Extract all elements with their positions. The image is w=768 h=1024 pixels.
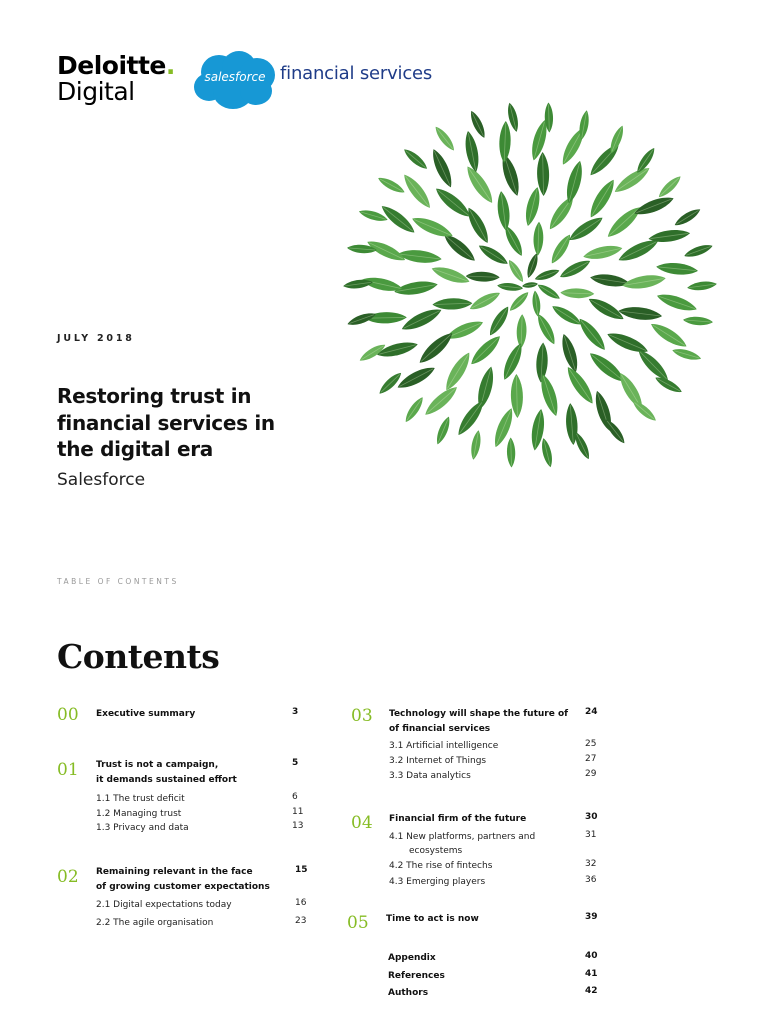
toc-appendix[interactable]: Appendix	[388, 953, 436, 963]
table-of-contents-label: TABLE OF CONTENTS	[57, 577, 179, 586]
section-page-02: 15	[295, 865, 308, 875]
subsection-3-1[interactable]: 3.1 Artificial intelligence	[389, 741, 499, 751]
subsection-page-4-1: 31	[585, 830, 597, 840]
toc-appendix-page: 40	[585, 951, 598, 961]
section-title-01-line2: it demands sustained effort	[96, 775, 237, 785]
section-number-04: 04	[351, 813, 373, 833]
toc-references-page: 41	[585, 969, 598, 979]
deloitte-logo-dot: .	[165, 51, 175, 80]
salesforce-cloud-label: salesforce	[204, 70, 266, 84]
subsection-3-2[interactable]: 3.2 Internet of Things	[389, 756, 487, 766]
section-title-04[interactable]: Financial firm of the future	[389, 814, 527, 824]
toc-authors[interactable]: Authors	[388, 988, 429, 998]
financial-services-logo-text: financial services	[280, 63, 433, 84]
section-number-02: 02	[57, 867, 79, 887]
section-page-01: 5	[292, 758, 299, 768]
section-page-00: 3	[292, 707, 299, 717]
section-page-04: 30	[585, 812, 598, 822]
deloitte-logo-wordmark	[57, 52, 175, 80]
section-title-02-line2: of growing customer expectations	[96, 882, 270, 892]
subsection-1-2[interactable]: 1.2 Managing trust	[96, 809, 182, 819]
subsection-4-1-line2: ecosystems	[409, 846, 463, 856]
subsection-page-1-2: 11	[292, 807, 304, 817]
subsection-page-4-2: 32	[585, 859, 597, 869]
section-title-03[interactable]	[389, 707, 568, 737]
section-number-00: 00	[57, 705, 79, 725]
section-title-03-line1: Technology will shape the future of	[389, 709, 569, 719]
subsection-page-1-3: 13	[292, 821, 304, 831]
subsection-4-3[interactable]: 4.3 Emerging players	[389, 877, 486, 887]
section-title-03-line2: of financial services	[389, 724, 491, 734]
subsection-page-2-2: 23	[295, 916, 307, 926]
subsection-page-3-2: 27	[585, 754, 597, 764]
section-title-00[interactable]: Executive summary	[96, 709, 196, 719]
subsection-1-1[interactable]: 1.1 The trust deficit	[96, 794, 185, 804]
toc-authors-page: 42	[585, 986, 598, 996]
subsection-page-1-1: 6	[292, 792, 298, 802]
subsection-4-1-line1: 4.1 New platforms, partners and	[389, 832, 536, 842]
section-title-01[interactable]	[96, 758, 237, 788]
deloitte-logo-name: Deloitte	[57, 51, 166, 80]
subsection-page-3-3: 29	[585, 769, 597, 779]
subsection-page-2-1: 16	[295, 898, 307, 908]
section-title-02[interactable]	[96, 865, 270, 895]
contents-heading: Contents	[57, 637, 220, 676]
toc-references[interactable]: References	[388, 971, 445, 981]
section-number-01: 01	[57, 760, 79, 780]
subsection-page-4-3: 36	[585, 875, 597, 885]
deloitte-digital-wordmark: Digital	[57, 77, 135, 106]
section-number-05: 05	[347, 913, 369, 933]
section-number-03: 03	[351, 706, 373, 726]
document-subtitle: Salesforce	[57, 470, 146, 490]
subsection-page-3-1: 25	[585, 739, 597, 749]
subsection-3-3[interactable]: 3.3 Data analytics	[389, 771, 471, 781]
subsection-1-3[interactable]: 1.3 Privacy and data	[96, 823, 189, 833]
section-title-01-line1: Trust is not a campaign,	[96, 760, 219, 770]
document-title: Restoring trust in financial services in the digital era	[57, 384, 275, 461]
section-title-02-line1: Remaining relevant in the face	[96, 867, 253, 877]
subsection-4-2[interactable]: 4.2 The rise of fintechs	[389, 861, 493, 871]
publication-date: JULY 2018	[57, 333, 135, 344]
subsection-2-2[interactable]: 2.2 The agile organisation	[96, 918, 214, 928]
section-page-05: 39	[585, 912, 598, 922]
subsection-4-1[interactable]	[389, 830, 535, 858]
leaves-circle-image	[335, 95, 725, 470]
section-title-05[interactable]: Time to act is now	[386, 914, 479, 924]
subsection-2-1[interactable]: 2.1 Digital expectations today	[96, 900, 232, 910]
section-page-03: 24	[585, 707, 598, 717]
